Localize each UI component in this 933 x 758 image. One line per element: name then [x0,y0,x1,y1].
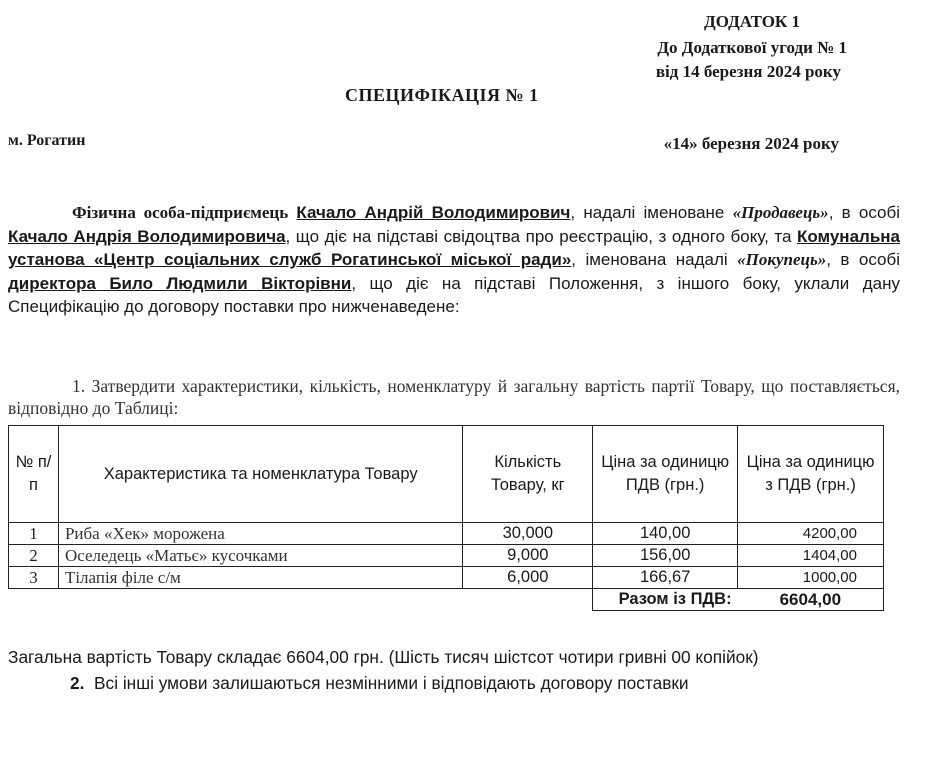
seller-person: Качало Андрія Володимировича [8,226,286,246]
seller-name: Качало Андрій Володимирович [296,203,571,222]
row-total: 1404,00 [738,545,884,567]
row-number: 2 [9,545,59,567]
row-item-name: Тілапія філе с/м [58,567,462,589]
row-unit-price: 140,00 [593,523,738,545]
col-header-unit-price: Ціна за одиницю ПДВ (грн.) [593,426,738,523]
place: м. Рогатин [8,132,86,149]
table-row [9,567,884,589]
col-header-price-with-vat: Ціна за одиницю з ПДВ (грн.) [738,426,884,523]
specification-table [8,425,884,611]
row-unit-price: 166,67 [593,567,738,589]
document-date: «14» березня 2024 року [663,134,839,153]
row-quantity: 9,000 [463,545,593,567]
table-header-row [9,426,884,523]
annex-date: від 14 березня 2024 року [655,62,841,81]
row-quantity: 6,000 [463,567,593,589]
intro-text-6: , що діє на підставі Положення, з іншого боку, уклали дану Специфікацію до договору поставки про нижченаведене: [8,273,900,317]
table-total-row [9,589,884,611]
total-label: Разом із ПДВ: [593,589,738,611]
row-quantity: 30,000 [463,523,593,545]
intro-text-2: , в особі [828,203,900,222]
seller-role: «Продавець» [732,203,829,222]
clause-2-text: Всі інші умови залишаються незмінними і відповідають договору поставки [94,673,689,693]
intro-text-3: , що діє на підставі свідоцтва про реєстрацію, з одного боку, та [285,226,797,246]
table-row [9,545,884,567]
col-header-quantity: Кількість Товару, кг [463,426,593,523]
buyer-role: «Покупець» [737,250,827,270]
intro-text-1: , надалі іменоване [570,203,733,222]
intro-text-4: , іменована надалі [571,250,738,270]
seller-prefix: Фізична особа-підприємець [72,203,289,222]
total-value: 6604,00 [738,589,884,611]
buyer-person: директора Било Людмили Вікторівни [8,273,352,293]
annex-title: ДОДАТОК 1 [704,12,800,31]
clause-1-text: 1. Затвердити характеристики, кількість, номенклатуру й загальну вартість партії Товару, що поставляється, відповідно до Таблиці: [8,376,900,418]
row-number: 3 [9,567,59,589]
clause-1 [8,375,900,419]
intro-paragraph [8,201,900,319]
clause-2 [70,673,689,694]
clause-2-number: 2. [70,673,85,693]
row-number: 1 [9,523,59,545]
row-item-name: Риба «Хек» морожена [58,523,462,545]
row-unit-price: 156,00 [593,545,738,567]
row-item-name: Оселедець «Матьє» кусочками [58,545,462,567]
row-total: 4200,00 [738,523,884,545]
col-header-description: Характеристика та номенклатура Товару [58,426,462,523]
total-amount-line: Загальна вартість Товару складає 6604,00 грн. (Шість тисяч шістсот чотири гривні 00 копійок) [8,647,759,667]
annex-reference: До Додаткової угоди № 1 [657,38,847,57]
table-row [9,523,884,545]
intro-text-5: , в особі [826,250,900,270]
col-header-number: № п/п [9,426,59,523]
buyer-name: Комунальна установа «Центр соціальних служб Рогатинської міської ради» [8,226,900,270]
row-total: 1000,00 [738,567,884,589]
document-title: СПЕЦИФІКАЦІЯ № 1 [345,85,539,105]
